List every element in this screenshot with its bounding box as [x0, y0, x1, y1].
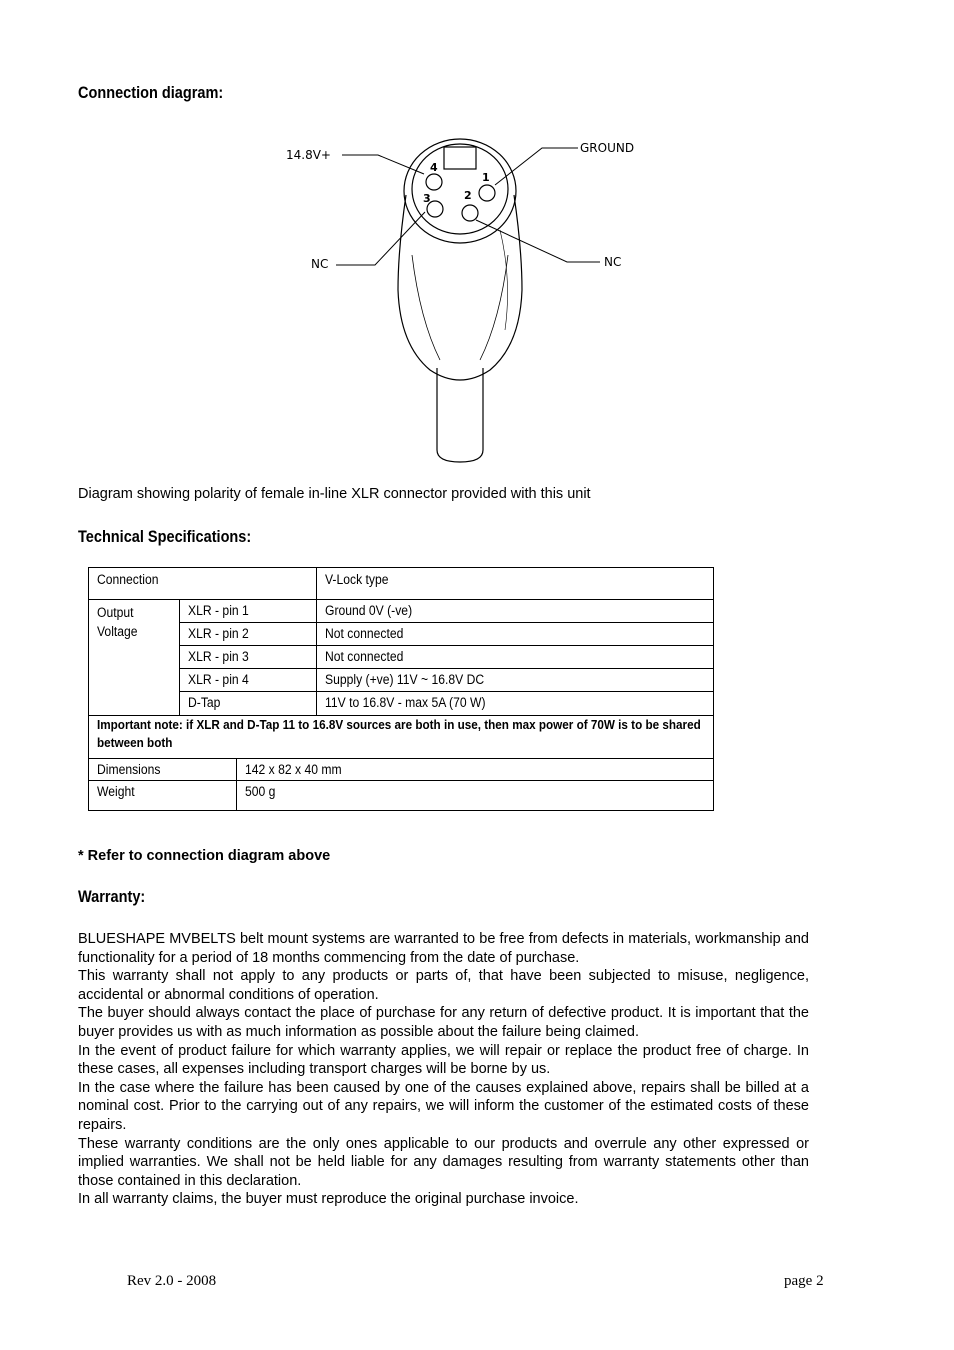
warranty-paragraph: These warranty conditions are the only ones applicable to our products and overrule any other expressed or implied warranties. We shall not be held liable for any damages resulting from warranty statements other than those contained in this declaration.	[78, 1135, 809, 1189]
leader-nc-left	[336, 212, 425, 265]
label-nc-right: NC	[604, 255, 622, 269]
warranty-text	[78, 930, 809, 1209]
spec-row-pin-2	[89, 623, 714, 646]
important-note-cell	[89, 716, 714, 759]
pin-cell	[179, 669, 316, 692]
body-shade-left	[412, 255, 440, 360]
pin-value: Not connected	[324, 649, 404, 664]
warranty-paragraph: In all warranty claims, the buyer must reproduce the original purchase invoice.	[78, 1191, 579, 1208]
pin-label: XLR - pin 1	[187, 603, 249, 618]
pin-value: Supply (+ve) 11V ~ 16.8V DC	[324, 672, 484, 687]
pin-value: Not connected	[324, 626, 404, 641]
dimensions-value-cell	[236, 759, 713, 781]
label-nc-left: NC	[311, 257, 329, 271]
pin-2-hole	[462, 205, 478, 221]
pin-value-cell	[316, 692, 713, 716]
pin-2-number: 2	[464, 189, 472, 202]
pin-value-cell	[316, 623, 713, 646]
connection-diagram-heading: Connection diagram:	[78, 84, 224, 102]
pin-label: D-Tap	[187, 695, 221, 710]
spec-row-important-note	[89, 716, 714, 759]
connection-value: V-Lock type	[324, 572, 389, 587]
output-voltage-cell	[89, 600, 180, 716]
warranty-paragraph: This warranty shall not apply to any products or parts of, that have been subjected to misuse, negligence, accidental or abnormal conditions of operation.	[78, 968, 809, 1003]
leader-nc-right	[476, 220, 600, 262]
pin-cell	[179, 692, 316, 716]
pin-label: XLR - pin 2	[187, 626, 249, 641]
connection-value-cell	[316, 568, 713, 600]
diagram-caption: Diagram showing polarity of female in-line XLR connector provided with this unit	[78, 486, 591, 502]
pin-label: XLR - pin 4	[187, 672, 249, 687]
footer-revision: Rev 2.0 - 2008	[127, 1273, 217, 1289]
pin-cell	[179, 646, 316, 669]
footer-page-number: page 2	[784, 1273, 824, 1289]
label-ground: GROUND	[580, 141, 635, 155]
spec-row-connection	[89, 568, 714, 600]
weight-label: Weight	[97, 784, 135, 799]
pin-4-hole	[426, 174, 442, 190]
connector-face-outer	[404, 139, 516, 243]
spec-table	[88, 567, 714, 811]
important-note: Important note: if XLR and D-Tap 11 to 16.8V sources are both in use, then max power of 70W is to be shared between both	[97, 717, 701, 750]
spec-row-dtap	[89, 692, 714, 716]
pin-value-cell	[316, 600, 713, 623]
cable-outline	[437, 368, 483, 462]
output-voltage-label: Output Voltage	[97, 605, 138, 639]
warranty-paragraph: The buyer should always contact the place of purchase for any return of defective product. It is important that the buyer provides us with as much information as possible about the failure being claimed.	[78, 1005, 809, 1040]
label-positive: 14.8V+	[286, 148, 331, 162]
pin-label: XLR - pin 3	[187, 649, 249, 664]
pin-1-number: 1	[482, 171, 490, 184]
pin-cell	[179, 623, 316, 646]
technical-specifications-heading: Technical Specifications:	[78, 528, 252, 546]
key-notch	[444, 147, 476, 169]
dimensions-value: 142 x 82 x 40 mm	[244, 762, 342, 777]
refer-note: * Refer to connection diagram above	[78, 848, 331, 864]
weight-value: 500 g	[244, 784, 276, 799]
pin-1-hole	[479, 185, 495, 201]
warranty-paragraph: BLUESHAPE MVBELTS belt mount systems are warranted to be free from defects in materials, workmanship and functionality for a period of 18 months commencing from the date of purchase.	[78, 931, 809, 966]
body-shade-right	[480, 255, 508, 360]
connection-label: Connection	[97, 572, 159, 587]
pin-cell	[179, 600, 316, 623]
spec-row-pin-4	[89, 669, 714, 692]
connector-body	[398, 195, 522, 380]
dimensions-label: Dimensions	[97, 762, 161, 777]
pin-3-number: 3	[423, 192, 431, 205]
spec-row-pin-1	[89, 600, 714, 623]
spec-row-pin-3	[89, 646, 714, 669]
xlr-connector-diagram	[270, 130, 660, 470]
dimensions-label-cell	[89, 759, 237, 781]
body-shade-right-inner	[500, 230, 508, 330]
warranty-paragraph: In the case where the failure has been caused by one of the causes explained above, repairs shall be billed at a nominal cost. Prior to the carrying out of any repairs, we will inform the customer of the estimated costs of these repairs.	[78, 1079, 809, 1133]
pin-value-cell	[316, 669, 713, 692]
pin-value: 11V to 16.8V - max 5A (70 W)	[324, 695, 486, 710]
pin-value-cell	[316, 646, 713, 669]
spec-row-dimensions	[89, 759, 714, 781]
warranty-paragraph: In the event of product failure for which warranty applies, we will repair or replace the product free of charge. In these cases, all expenses including transport charges will be borne by us.	[78, 1042, 809, 1078]
pin-value: Ground 0V (-ve)	[324, 603, 412, 618]
weight-label-cell	[89, 781, 237, 811]
connection-label-cell	[89, 568, 317, 600]
warranty-heading: Warranty:	[78, 888, 146, 906]
spec-row-weight	[89, 781, 714, 811]
weight-value-cell	[236, 781, 713, 811]
pin-4-number: 4	[430, 161, 438, 174]
